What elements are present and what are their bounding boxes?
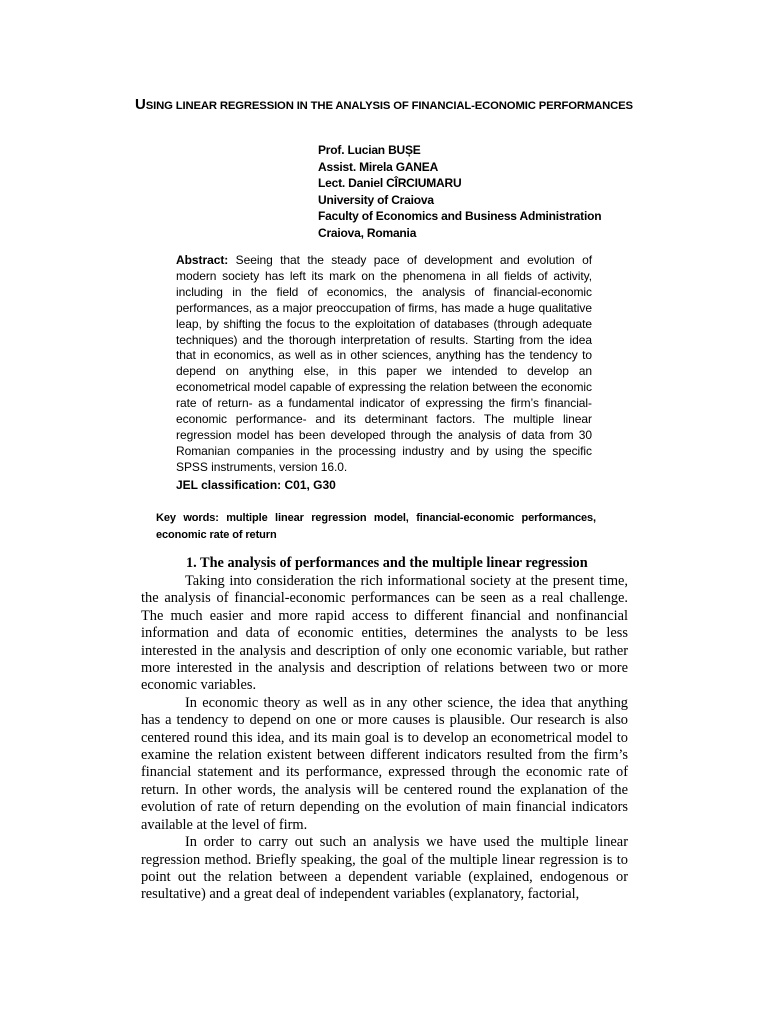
section-heading: 1. The analysis of performances and the multiple linear regression — [186, 555, 588, 571]
abstract-label: Abstract: — [176, 253, 229, 267]
paper-title-text: SING LINEAR REGRESSION IN THE ANALYSIS OF FINANCIAL-ECONOMIC PERFORMANCES — [145, 100, 633, 112]
paper-title — [120, 96, 648, 113]
affiliation-line: University of Craiova — [318, 192, 434, 207]
author-line: Prof. Lucian BUȘE — [318, 143, 421, 157]
abstract — [176, 253, 592, 476]
jel-classification: JEL classification: C01, G30 — [176, 478, 336, 492]
body-text — [141, 573, 628, 904]
author-line: Assist. Mirela GANEA — [318, 159, 439, 174]
paragraph: Taking into consideration the rich informational society at the present time, the analysis of financial-economic performances can be seen as a real challenge. The much easier and more rapid access to different financial and nonfinancial information and data of economic entities, determines the analysts to be less interested in the analysis and description of only one economic variable, but rather more interested in the analysis and description of relations between two or more economic variables. — [141, 573, 628, 694]
paragraph: In order to carry out such an analysis we have used the multiple linear regression method. Briefly speaking, the goal of the multiple linear regression is to point out the relation between a dependent variable (explained, endogenous or resultative) and a great deal of independent variables (explanatory, factorial, — [141, 834, 628, 903]
paper-title-initial: U — [135, 96, 146, 113]
abstract-text: Seeing that the steady pace of development and evolution of modern society has left its mark on the phenomena in all fields of activity, including in the field of economics, the analysis of financial-economic performances, as a major preoccupation of firms, has made a huge qualitative leap, by shifting the focus to the exploitation of databases (through adequate techniques) and the thorough interpretation of results. Starting from the idea that in economics, as well as in other sciences, anything has the tendency to depend on anything else, in this paper we intended to develop an econometrical model capable of expressing the relation between the economic rate of return- as a fundamental indicator of expressing the firm’s financial-economic performance- and its determinant factors. The multiple linear regression model has been developed through the analysis of data from 30 Romanian companies in the processing industry and by using the specific SPSS instruments, version 16.0. — [176, 253, 592, 474]
affiliation-line: Craiova, Romania — [318, 225, 417, 240]
paragraph: In economic theory as well as in any other science, the idea that anything has a tendency to depend on one or more causes is plausible. Our research is also centered round this idea, and its main goal is to develop an econometrical model to examine the relation existent between different indicators resulted from the firm’s financial statement and its performance, expressed through the economic rate of return. In other words, the analysis will be centered round the explanation of the evolution of rate of return depending on the evolution of main financial indicators available at the level of firm. — [141, 694, 628, 833]
affiliation-line: Faculty of Economics and Business Administration — [318, 209, 602, 224]
keywords: Key words: multiple linear regression model, financial-economic performances, economic rate of return — [156, 512, 596, 541]
author-block — [318, 142, 658, 242]
author-line: Lect. Daniel CÎRCIUMARU — [318, 176, 462, 191]
